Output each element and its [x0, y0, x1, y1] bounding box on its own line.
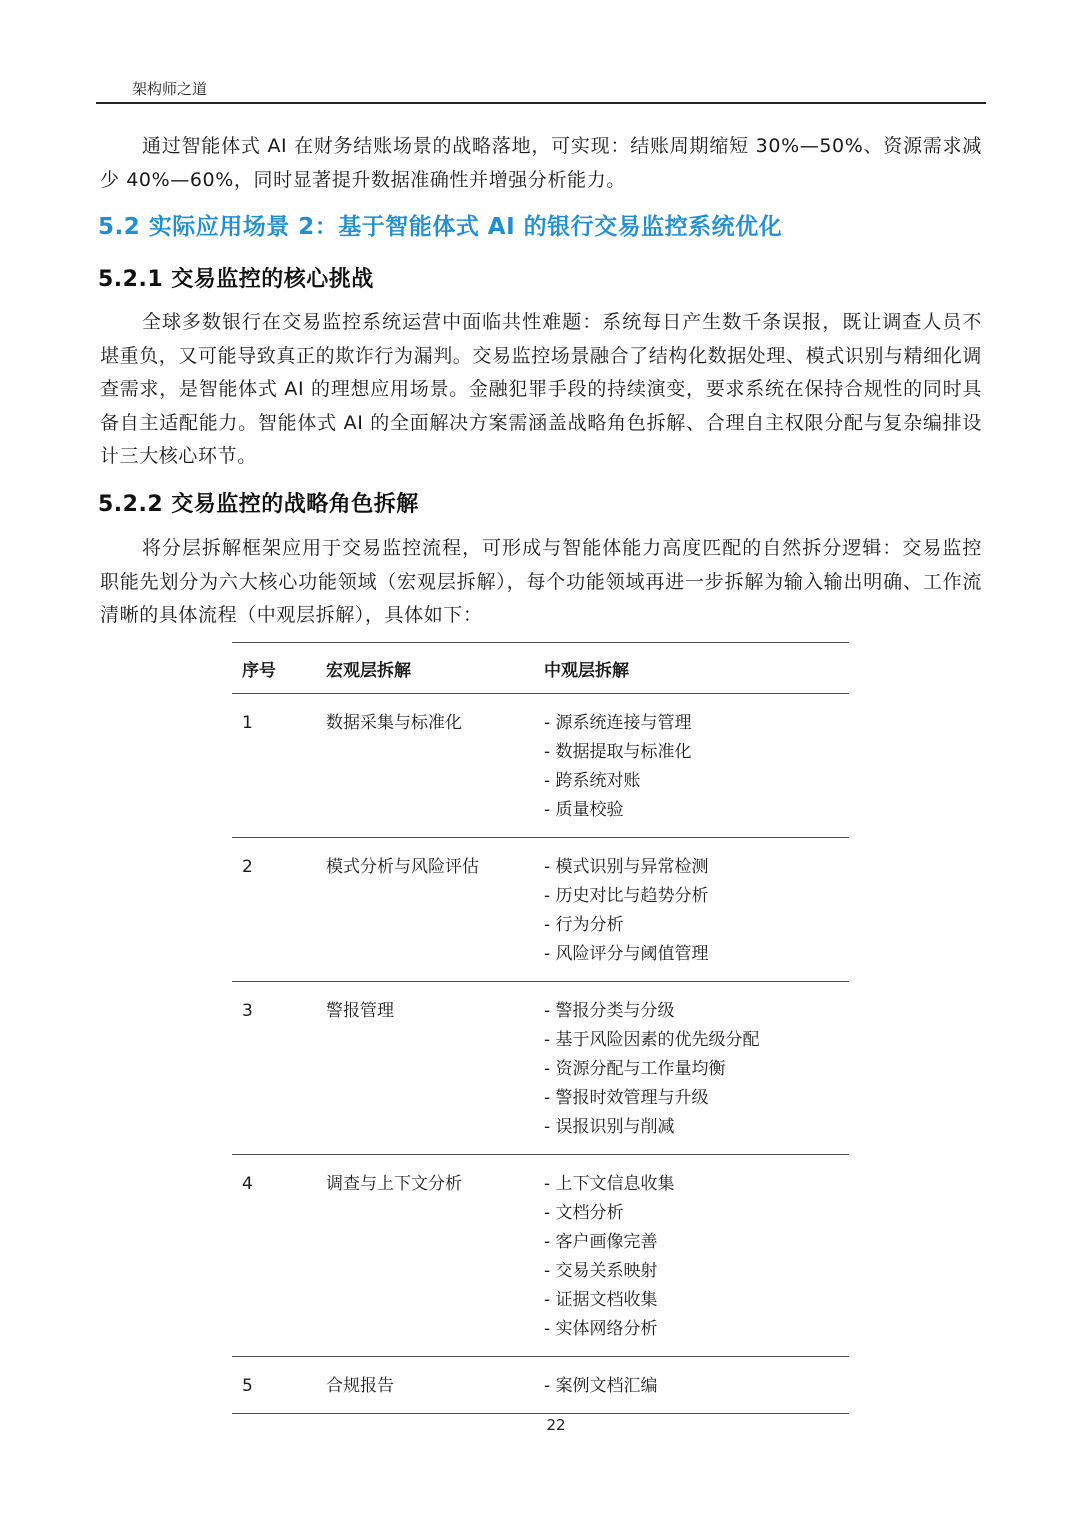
meso-layer-cell — [534, 838, 849, 982]
table-body — [232, 694, 849, 1414]
row-number: 4 — [232, 1155, 316, 1357]
subsection-heading-5-2-1: 5.2.1 交易监控的核心挑战 — [98, 267, 374, 292]
macro-layer-cell: 数据采集与标准化 — [316, 694, 534, 838]
subsection-paragraph-5-2-2: 将分层拆解框架应用于交易监控流程，可形成与智能体能力高度匹配的自然拆分逻辑：交易监控职能先划分为六大核心功能领域（宏观层拆解），每个功能领域再进一步拆解为输入输出明确、工作流清晰的具体流程（中观层拆解），具体如下： — [100, 537, 982, 626]
row-number: 1 — [232, 694, 316, 838]
meso-list — [544, 1170, 849, 1344]
macro-layer-cell: 调查与上下文分析 — [316, 1155, 534, 1357]
list-item: - 资源分配与工作量均衡 — [544, 1055, 849, 1084]
header-macro: 宏观层拆解 — [316, 643, 534, 694]
table-row — [232, 838, 849, 982]
table-header-row — [232, 643, 849, 694]
list-item: - 误报识别与削减 — [544, 1113, 849, 1142]
intro-paragraph: 通过智能体式 AI 在财务结账场景的战略落地，可实现：结账周期缩短 30%—50%、资源需求减少 40%—60%，同时显著提升数据准确性并增强分析能力。 — [100, 135, 982, 191]
list-item: - 上下文信息收集 — [544, 1170, 849, 1199]
list-item: - 案例文档汇编 — [544, 1372, 849, 1401]
decomposition-table — [232, 642, 849, 1414]
header-divider — [96, 102, 986, 104]
header-num: 序号 — [232, 643, 316, 694]
list-item: - 警报分类与分级 — [544, 997, 849, 1026]
list-item: - 客户画像完善 — [544, 1228, 849, 1257]
list-item: - 基于风险因素的优先级分配 — [544, 1026, 849, 1055]
meso-list — [544, 1372, 849, 1401]
list-item: - 证据文档收集 — [544, 1286, 849, 1315]
list-item: - 跨系统对账 — [544, 767, 849, 796]
table-row — [232, 1357, 849, 1414]
running-header: 架构师之道 — [132, 80, 208, 98]
meso-list — [544, 853, 849, 969]
list-item: - 质量校验 — [544, 796, 849, 825]
table-row — [232, 982, 849, 1155]
meso-layer-cell — [534, 982, 849, 1155]
meso-list — [544, 709, 849, 825]
list-item: - 数据提取与标准化 — [544, 738, 849, 767]
list-item: - 交易关系映射 — [544, 1257, 849, 1286]
list-item: - 实体网络分析 — [544, 1315, 849, 1344]
table-row — [232, 694, 849, 838]
subsection-heading-5-2-2: 5.2.2 交易监控的战略角色拆解 — [98, 492, 419, 517]
section-heading: 5.2 实际应用场景 2：基于智能体式 AI 的银行交易监控系统优化 — [98, 214, 783, 240]
meso-layer-cell — [534, 694, 849, 838]
meso-list — [544, 997, 849, 1142]
page-number: 22 — [546, 1416, 566, 1434]
row-number: 5 — [232, 1357, 316, 1414]
row-number: 3 — [232, 982, 316, 1155]
row-number: 2 — [232, 838, 316, 982]
list-item: - 源系统连接与管理 — [544, 709, 849, 738]
list-item: - 警报时效管理与升级 — [544, 1084, 849, 1113]
list-item: - 历史对比与趋势分析 — [544, 882, 849, 911]
header-meso: 中观层拆解 — [534, 643, 849, 694]
list-item: - 文档分析 — [544, 1199, 849, 1228]
meso-layer-cell — [534, 1357, 849, 1414]
list-item: - 行为分析 — [544, 911, 849, 940]
macro-layer-cell: 警报管理 — [316, 982, 534, 1155]
subsection-paragraph-5-2-1: 全球多数银行在交易监控系统运营中面临共性难题：系统每日产生数千条误报，既让调查人员不堪重负，又可能导致真正的欺诈行为漏判。交易监控场景融合了结构化数据处理、模式识别与精细化调查需求，是智能体式 AI 的理想应用场景。金融犯罪手段的持续演变，要求系统在保持合规性的同时具备自主适配能力。智能体式 AI 的全面解决方案需涵盖战略角色拆解、合理自主权限分配与复杂编排设计三大核心环节。 — [100, 311, 983, 467]
macro-layer-cell: 合规报告 — [316, 1357, 534, 1414]
macro-layer-cell: 模式分析与风险评估 — [316, 838, 534, 982]
meso-layer-cell — [534, 1155, 849, 1357]
list-item: - 模式识别与异常检测 — [544, 853, 849, 882]
table-row — [232, 1155, 849, 1357]
list-item: - 风险评分与阈值管理 — [544, 940, 849, 969]
